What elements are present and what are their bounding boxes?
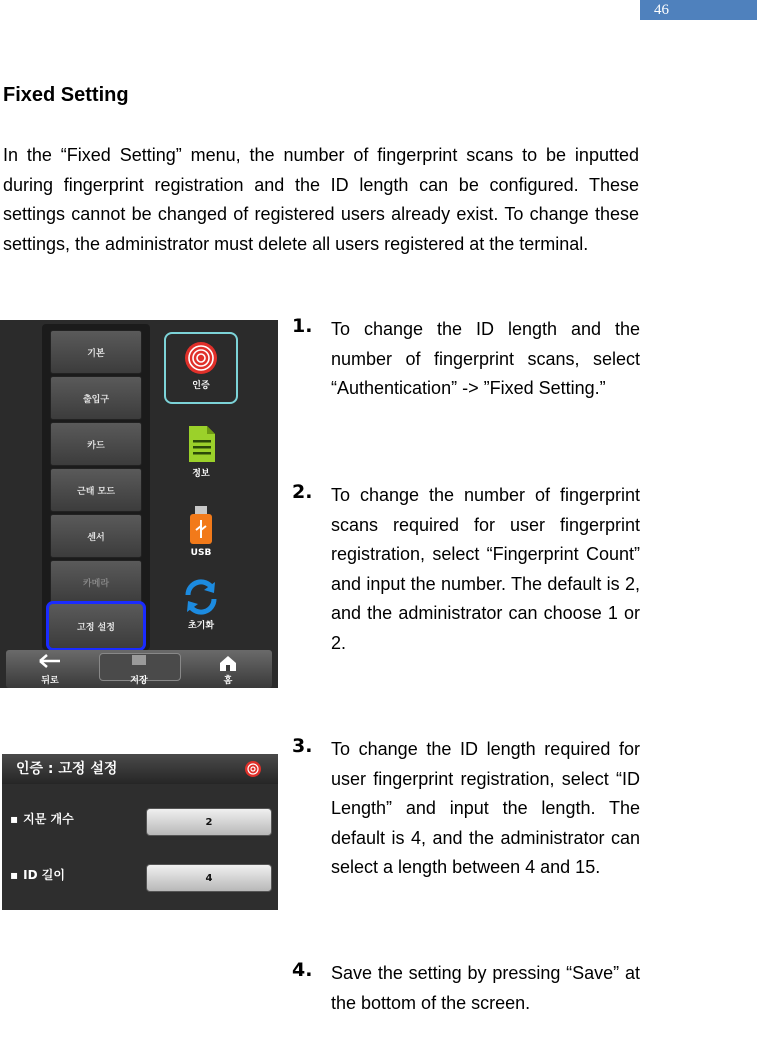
fixed-setting-screenshot bbox=[2, 754, 278, 910]
menu-item-sensor[interactable]: 센서 bbox=[50, 514, 142, 558]
auth-tile[interactable] bbox=[164, 332, 238, 404]
usb-tile[interactable] bbox=[164, 498, 238, 570]
usb-icon bbox=[187, 504, 215, 546]
refresh-icon bbox=[182, 578, 220, 616]
home-label: 홈 bbox=[223, 676, 233, 686]
fixed-setting-title: 인증 : 고정 설정 bbox=[2, 754, 278, 784]
save-icon bbox=[131, 654, 147, 666]
step-text: To change the number of fingerprint scans required for user fingerprint registration, select “Fingerprint Count” and input the number. The default is 2, and the administrator can choose 1 or 2. bbox=[331, 485, 640, 653]
usb-label: USB bbox=[190, 548, 212, 558]
menu-item-card[interactable]: 카드 bbox=[50, 422, 142, 466]
step-number: 1. bbox=[292, 315, 313, 337]
id-length-field[interactable]: 4 bbox=[146, 864, 272, 892]
save-label: 저장 bbox=[130, 676, 148, 686]
step-number: 2. bbox=[292, 481, 313, 503]
step-text: Save the setting by pressing “Save” at the bottom of the screen. bbox=[331, 963, 640, 1013]
step-text: To change the ID length required for user fingerprint registration, select “ID Length” and input the length. The default is 4, and the administrator can select a length between 4 and 15. bbox=[331, 739, 640, 877]
back-label: 뒤로 bbox=[41, 676, 59, 686]
menu-item-attendance-mode[interactable]: 근태 모드 bbox=[50, 468, 142, 512]
fingerprint-icon bbox=[183, 340, 219, 376]
home-icon bbox=[218, 654, 238, 672]
reset-tile[interactable] bbox=[164, 572, 238, 644]
step-text: To change the ID length and the number of fingerprint scans, select “Authentication” -> ”Fixed Setting.” bbox=[331, 319, 640, 398]
step-number: 4. bbox=[292, 959, 313, 981]
save-button[interactable] bbox=[95, 650, 183, 688]
step-number: 3. bbox=[292, 735, 313, 757]
home-button[interactable] bbox=[184, 650, 272, 688]
fingerprint-icon bbox=[244, 760, 262, 778]
device-menu-screenshot bbox=[0, 320, 278, 688]
menu-item-camera[interactable]: 카메라 bbox=[50, 560, 142, 604]
settings-menu-list bbox=[42, 324, 150, 650]
fingerprint-count-field[interactable]: 2 bbox=[146, 808, 272, 836]
fingerprint-count-label: ▪ 지문 개수 bbox=[10, 810, 74, 827]
bottom-toolbar bbox=[6, 650, 272, 688]
menu-item-fixed-setting[interactable]: 고정 설정 bbox=[46, 601, 146, 651]
menu-item-basic[interactable]: 기본 bbox=[50, 330, 142, 374]
page-number: 46 bbox=[640, 0, 757, 20]
document-icon bbox=[185, 424, 217, 464]
info-label: 정보 bbox=[192, 469, 210, 479]
info-tile[interactable] bbox=[164, 418, 238, 490]
intro-paragraph: In the “Fixed Setting” menu, the number of fingerprint scans to be inputted during fingerprint registration and the ID length can be configured. These settings cannot be changed of registered users already exist. To change these settings, the administrator must delete all users registered at the terminal. bbox=[3, 145, 639, 254]
back-button[interactable] bbox=[6, 650, 94, 688]
section-heading: Fixed Setting bbox=[3, 84, 129, 106]
reset-label: 초기화 bbox=[187, 621, 215, 631]
menu-item-door[interactable]: 출입구 bbox=[50, 376, 142, 420]
id-length-label: ▪ ID 길이 bbox=[10, 866, 65, 883]
back-arrow-icon bbox=[38, 654, 62, 668]
auth-label: 인증 bbox=[192, 381, 210, 391]
